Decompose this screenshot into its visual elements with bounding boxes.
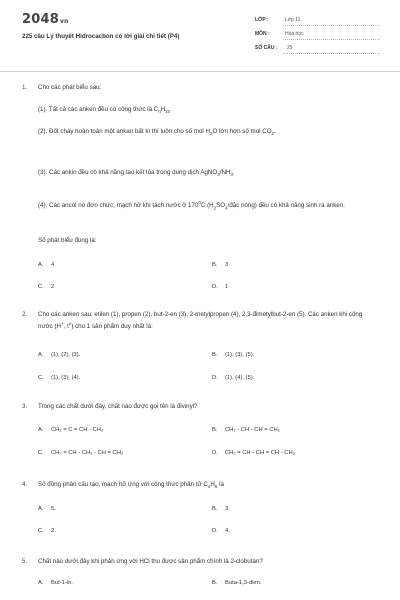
superscript: 0 (198, 200, 201, 205)
question-text: Cho các phát biểu sau: (38, 84, 102, 91)
option-text: 2 (51, 284, 55, 290)
option-text: 3 (225, 262, 229, 268)
option-key: A. (38, 427, 44, 433)
statement-text: (4). Các ancol no đơn chức, mạch hở khi tách nước ở 170 (38, 202, 199, 210)
subscript: 2 (271, 131, 275, 137)
question-4 (22, 480, 382, 540)
subscript: 6 (214, 484, 218, 490)
option-a[interactable] (38, 505, 56, 514)
option-c[interactable] (38, 449, 123, 458)
option-c[interactable] (38, 527, 56, 536)
statement-text: (3). Các ankin đều có khả năng tạo kết tủa trong dung dịch AgNO (38, 169, 218, 176)
option-text: 4. (225, 528, 230, 534)
statement-3 (38, 168, 378, 179)
option-text: 1 (225, 284, 229, 290)
statement-text: /NH (219, 169, 231, 176)
question-text: Chất nào dưới đây khi phản ứng với HCl thu được sản phẩm chính là 2-clobutan? (38, 558, 263, 565)
option-d[interactable] (212, 283, 228, 292)
question-text-part: , t (63, 323, 69, 331)
statement-text: . (170, 106, 173, 113)
statement-text: (1). Tất cả các anken đều có công thức là C (38, 106, 159, 113)
question-text-part: là (217, 481, 224, 488)
question-text-part: ) cho 1 sản phẩm duy nhất là: (71, 323, 153, 331)
option-text: Buta-1,3-dien. (225, 580, 262, 586)
site-logo[interactable] (22, 12, 69, 27)
option-text: 3. (225, 506, 230, 512)
option-text: 5. (51, 506, 56, 512)
option-text: (1), (3), (5). (225, 352, 255, 358)
option-key: D. (212, 528, 218, 534)
statement-text: (2). Đốt cháy hoàn toàn một ankan bất kì thì luôn cho số mol H (38, 128, 210, 135)
option-key: C. (38, 375, 44, 381)
option-b[interactable] (212, 426, 280, 435)
option-text: But-1-in. (51, 580, 73, 586)
statement-text: O lớn hơn số mol CO (212, 128, 272, 135)
option-c[interactable] (38, 283, 54, 292)
option-key: D. (212, 375, 218, 381)
question-text: Trong các chất dưới đây, chất nào được gọi tên là đivinyl? (38, 403, 198, 410)
question-1 (22, 83, 382, 298)
meta-subject-value: Hóa học (285, 31, 304, 37)
option-key: B. (212, 262, 218, 268)
option-key: A. (38, 580, 44, 586)
option-text: CH₂ - CH - CH = CH₂ (225, 427, 280, 433)
option-key: C. (38, 450, 44, 456)
option-d[interactable] (212, 449, 295, 458)
subscript: 2 (209, 131, 213, 137)
option-key: B. (212, 506, 218, 512)
option-key: B. (212, 580, 218, 586)
meta-divider (283, 25, 380, 26)
document-header (0, 0, 400, 70)
statement-text: H (160, 106, 166, 113)
option-d[interactable] (212, 527, 230, 536)
option-key: C. (38, 528, 44, 534)
option-b[interactable] (212, 505, 230, 514)
question-2 (22, 310, 382, 390)
question-number: 5. (22, 558, 28, 565)
option-text: CH₂ = CH - CH₂ - CH = CH₂ (51, 450, 124, 456)
option-d[interactable] (212, 374, 254, 383)
statement-text: SO (216, 202, 226, 210)
option-b[interactable] (212, 351, 254, 360)
superscript: + (60, 321, 64, 326)
subscript: 3 (217, 172, 220, 178)
statement-4 (38, 198, 378, 212)
question-number: 1. (22, 84, 28, 91)
subscript: 2 (213, 205, 217, 211)
question-number: 2. (22, 311, 28, 318)
option-text: 2. (51, 528, 56, 534)
meta-count-value: 25 (287, 45, 293, 51)
meta-class-label: LỚP : (255, 17, 269, 23)
logo-suffix: vn (59, 18, 69, 25)
option-a[interactable] (38, 261, 54, 270)
statement-text: C (H (200, 202, 214, 210)
meta-class-value: Lớp 11 (285, 17, 301, 23)
option-a[interactable] (38, 351, 80, 360)
question-text (38, 480, 378, 491)
statement-text: /đặc nóng) đều có khả năng sinh ra anken. (227, 202, 345, 210)
option-key: A. (38, 506, 44, 512)
meta-divider (283, 39, 380, 40)
option-a[interactable] (38, 426, 103, 435)
option-key: D. (212, 450, 218, 456)
question-text-part: H (210, 481, 215, 488)
subscript: 2n (165, 109, 171, 115)
question-number: 3. (22, 403, 28, 410)
document-title: 225 câu Lý thuyết Hidrocacbon có lời giải chi tiết (P4) (22, 33, 180, 40)
superscript: o (68, 321, 72, 326)
meta-subject-label: MÔN : (255, 31, 270, 37)
statement-1 (38, 105, 378, 116)
question-number: 4. (22, 481, 28, 488)
option-a[interactable] (38, 579, 73, 588)
option-key: D. (212, 284, 218, 290)
option-text: (1), (3), (4). (51, 375, 81, 381)
question-text (38, 310, 378, 331)
question-3 (22, 402, 382, 462)
option-text: CH₂ = CH - CH = CH - CH₃ (225, 450, 295, 456)
statement-2 (38, 127, 378, 138)
option-c[interactable] (38, 374, 80, 383)
logo-text: 2048 (22, 12, 59, 27)
question-5 (22, 557, 382, 597)
option-key: A. (38, 262, 44, 268)
option-key: A. (38, 352, 44, 358)
statement-text: . (232, 169, 235, 176)
option-text: (1), (2), (3). (51, 352, 81, 358)
option-text: CH₂ = C = CH - CH₃ (51, 427, 104, 433)
question-ask: Số phát biểu đúng là: (38, 237, 97, 244)
subscript: 4 (207, 484, 211, 490)
option-key: C. (38, 284, 44, 290)
header-divider (0, 71, 400, 72)
question-text-part: Cho các anken sau: etilen (1), propen (2), but-2-en (3), 2-metylpropen (4), 2,3-đimetylbut-2-en (5). Các anken khi cộng nước (H (38, 311, 363, 331)
option-b[interactable] (212, 261, 228, 270)
option-key: B. (212, 427, 218, 433)
option-key: B. (212, 352, 218, 358)
option-b[interactable] (212, 579, 261, 588)
meta-count-label: SỐ CÂU : (255, 45, 278, 51)
subscript: 3 (230, 172, 233, 178)
subscript: n (158, 109, 161, 115)
option-text: 4 (51, 262, 55, 268)
question-text-part: Số đồng phân cấu tạo, mạch hở ứng với công thức phân tử C (38, 481, 208, 488)
meta-divider (283, 53, 380, 54)
statement-text: . (274, 128, 276, 135)
subscript: 4 (225, 205, 228, 211)
option-text: (1), (4), (5). (225, 375, 255, 381)
